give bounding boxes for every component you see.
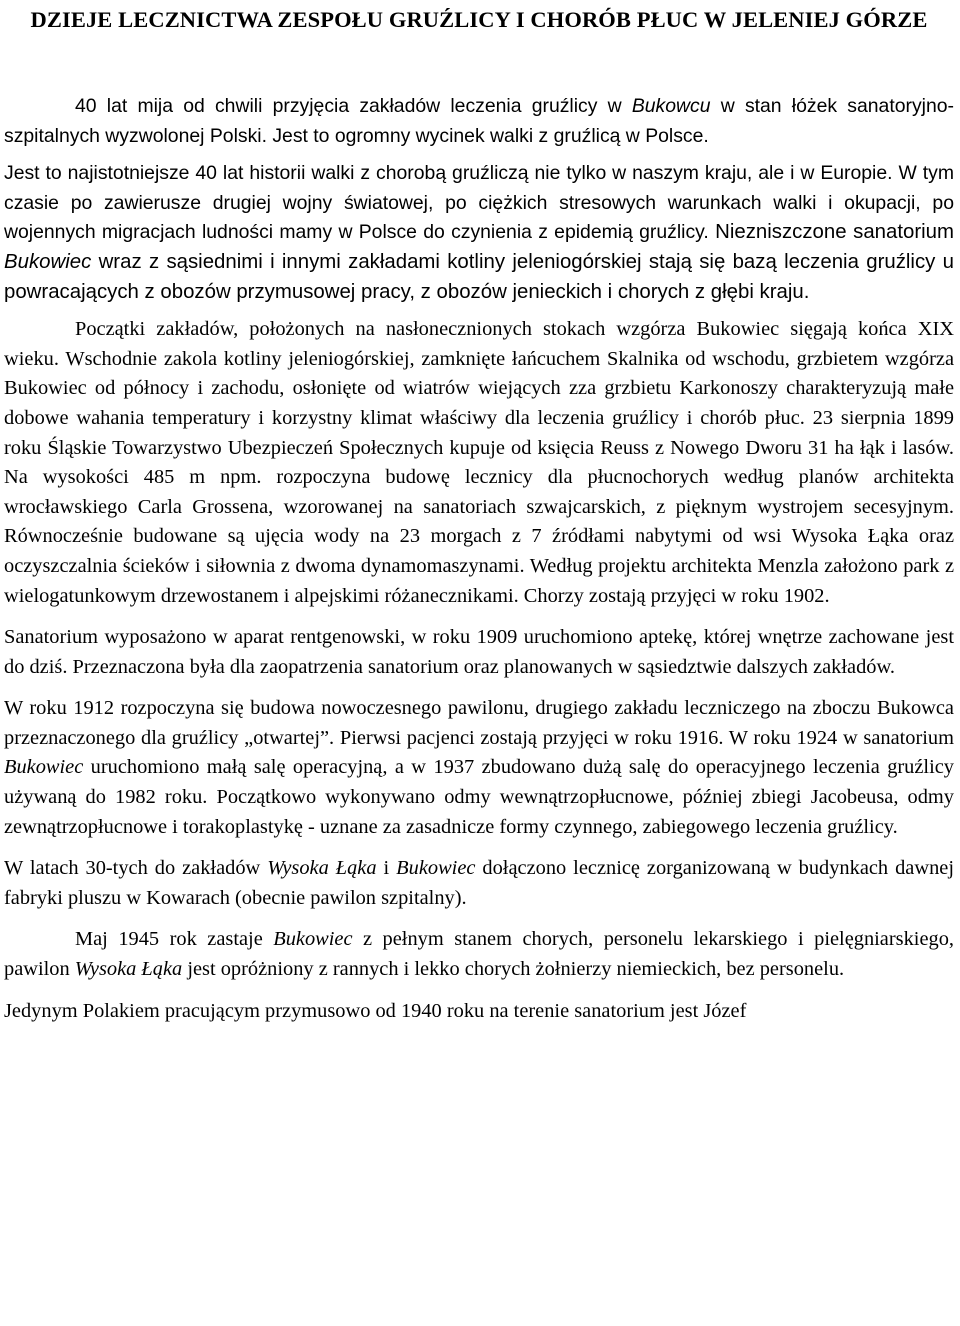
document-title: DZIEJE LECZNICTWA ZESPOŁU GRUŹLICY I CHORÓB PŁUC W JELENIEJ GÓRZE [30,7,928,32]
text-run: W roku 1912 rozpoczyna się budowa nowoczesnego pawilonu, drugiego zakładu leczniczego na zboczu Bukowca przeznaczonego dla gruźlicy „otwartej”. Pierwsi pacjenci zostają przyjęci w roku 1916. W roku 1924 w sanatorium [4,697,954,749]
text-run: W latach 30-tych do zakładów [4,857,268,880]
paragraph-history [4,159,954,307]
italic-run: Bukowiec [396,857,476,880]
text-run: wraz z sąsiednimi i innymi zakładami kotliny jeleniogórskiej stają się bazą leczenia gruźlicy u powracających z obozów przymusowej pracy, z obozów jenieckich i chorych z głębi kraju. [4,250,954,303]
paragraph-xray [4,623,954,682]
text-run: i [376,857,397,880]
italic-run: Wysoka Łąka [74,958,183,981]
document-page [4,0,954,1026]
paragraph-pavilion [4,694,954,842]
italic-run: Wysoka Łąka [267,857,377,880]
paragraph-origins [4,315,954,611]
text-run: Maj 1945 rok zastaje [75,928,274,951]
paragraph-intro [4,92,954,151]
text-run: jest opróżniony z rannych i lekko chorych żołnierzy niemieckich, bez personelu. [182,958,845,981]
text-run: uruchomiono małą salę operacyjną, a w 1937 zbudowano dużą salę do operacyjnego leczenia gruźlicy używaną do 1982 roku. Początkowo wykonywano odmy wewnątrzopłucnowe, później zbiegi Jacobeusa, odmy zewnątrzopłucnowe i torakoplastykę - uznane za zasadnicze formy czynnego, zabiegowego leczenia gruźlicy. [4,756,954,838]
italic-run: Bukowcu [631,95,711,117]
text-run: Początki zakładów, położonych na nasłonecznionych stokach wzgórza Bukowiec sięgają końca XIX wieku. Wschodnie zakola kotliny jeleniogórskiej, zamknięte łańcuchem Skalnika od wschodu, grzbietem wzgórza Bukowiec od północy i zachodu, osłonięte od wiatrów wiejących zza grzbietu Karkonoszy charakteryzują małe dobowe wahania temperatury i korzystny klimat właściwy dla leczenia gruźlicy i chorób płuc. 23 sierpnia 1899 roku Śląskie Towarzystwo Ubezpieczeń Społecznych kupuje od księcia Reuss z Nowego Dworu 31 ha łąk i lasów. Na wysokości 485 m npm. rozpoczyna budowę lecznicy dla płucnochorych według planów architekta wrocławskiego Carla Grossena, wzorowanej na sanatoriach szwajcarskich, z pięknym wystrojem secesyjnym. Równocześnie budowane są ujęcia wody na 23 morgach z 7 źródłami nabytymi od wsi Wysoka Łąka oraz oczyszczalnia ścieków i siłownia z dwoma dynamomaszynami. Według projektu architekta Menzla założono park z wielogatunkowym drzewostanem i alpejskimi różanecznikami. Chorzy zostają przyjęci w roku 1902. [4,318,954,607]
text-run: Jedynym Polakiem pracującym przymusowo od 1940 roku na terenie sanatorium jest Józef [4,999,747,1022]
paragraph-may-1945 [4,925,954,984]
text-run: Sanatorium wyposażono w aparat rentgenowski, w roku 1909 uruchomiono aptekę, której wnętrze zachowane jest do dziś. Przeznaczona była dla zaopatrzenia sanatorium oraz planowanych w sąsiedztwie dalszych zakładów. [4,626,954,678]
text-run: dołączono lecznicę zorganizowaną w budynkach dawnej fabryki pluszu w Kowarach (obecnie pawilon szpitalny). [4,857,954,909]
text-run: w stan łóżek sanatoryjno-szpitalnych wyzwolonej Polski. Jest to ogromny wycinek walki z gruźlicą w Polsce. [4,95,954,147]
paragraph-jozef [4,997,954,1027]
text-run: z pełnym stanem chorych, personelu lekarskiego i pielęgniarskiego, pawilon [4,928,954,981]
italic-run: Bukowiec [4,250,92,273]
text-run: Niezniszczone sanatorium [715,221,955,244]
italic-run: Bukowiec [273,928,353,951]
text-run: Jest to najistotniejsze 40 lat historii walki z chorobą gruźliczą nie tylko w naszym kraju, ale i w Europie. W tym czasie po zawierusze drugiej wojny światowej, po ciężkich stresowych warunkach walki i okupacji, po wojennych migracjach ludności mamy w Polsce do czynienia z epidemią gruźlicy. [4,162,954,244]
italic-run: Bukowiec [4,756,84,779]
text-run: 40 lat mija od chwili przyjęcia zakładów leczenia gruźlicy w [75,95,632,117]
paragraph-kowary [4,854,954,913]
